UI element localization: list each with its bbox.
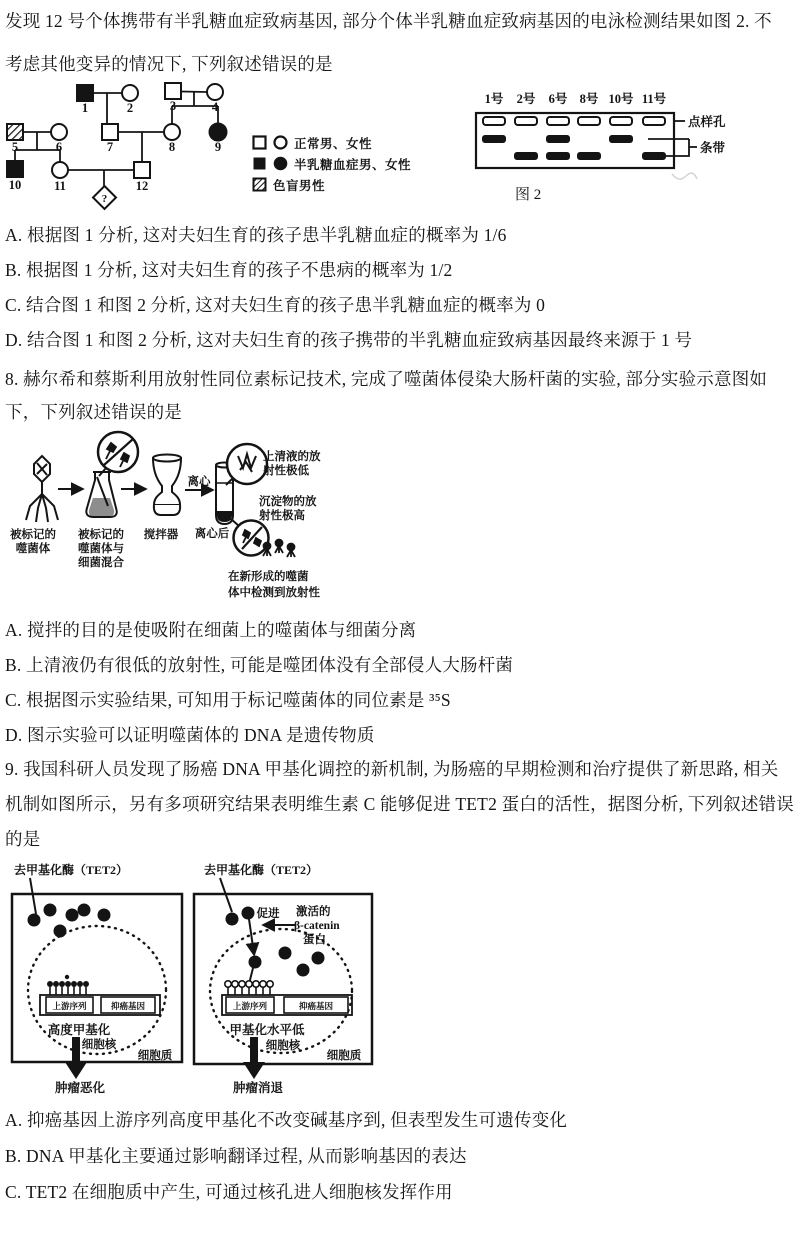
phage-icon (26, 456, 58, 522)
pedigree-legend (252, 132, 442, 195)
nucleus-label: 细胞核 (265, 1040, 301, 1052)
supernatant-label: 射性极低 (263, 465, 309, 477)
fetus-question-mark: ? (101, 193, 108, 205)
individual-2-normal-female (122, 85, 138, 101)
blender-label: 搅拌器 (143, 529, 179, 541)
centrifuge-label: 离心 (187, 476, 211, 488)
intro-line: 考虑其他变异的情况下, 下列叙述错误的是 (5, 54, 333, 74)
open-circle-icon (273, 135, 288, 150)
hatched-square-icon (252, 177, 267, 192)
methylated-lollipops (47, 975, 89, 995)
individual-5-colorblind-male (7, 124, 23, 140)
question-stem: 8. 赫尔希和蔡斯利用放射性同位素标记技术, 完成了噬菌体侵染大肠杆菌的实验, 部分实验示意图如 (5, 369, 768, 389)
figure2-caption: 图 2 (515, 187, 542, 203)
gel-wells (483, 117, 665, 125)
legend-label: 半乳糖血症男、女性 (294, 157, 412, 172)
individual-3-normal-male (165, 83, 181, 99)
svg-text:5: 5 (11, 140, 19, 154)
individual-9-affected-female (210, 124, 227, 141)
sediment-label: 沉淀物的放 (259, 496, 317, 508)
cell-membrane (194, 894, 372, 1064)
option-line: B. 根据图 1 分析, 这对夫妇生育的孩子不患病的概率为 1/2 (5, 260, 453, 280)
gel-lane-labels (485, 91, 667, 106)
legend-row-affected (252, 153, 442, 174)
catenin-label: 蛋白 (303, 934, 326, 946)
gel-bands (482, 135, 666, 160)
band-lower-lane6 (546, 152, 570, 160)
individual-7-normal-male (102, 124, 118, 140)
demethylase-label: 去甲基化酶（TET2） (14, 863, 129, 877)
suppressor-label: 抑癌基因 (298, 1001, 334, 1011)
scan-artifact (672, 173, 697, 179)
option-line: B. DNA 甲基化主要通过影响翻译过程, 从而影响基因的表达 (5, 1146, 467, 1166)
mix-label: 被标记的 (78, 529, 124, 541)
new-phage-label: 体中检测到放射性 (228, 587, 320, 599)
phage-label: 噬菌体 (15, 543, 51, 555)
question-stem: 的是 (5, 829, 41, 849)
cytoplasm-label: 细胞质 (137, 1050, 173, 1062)
question-stem: 9. 我国科研人员发现了肠癌 DNA 甲基化调控的新机制, 为肠癌的早期检测和治疗提供了新思路, 相关 (5, 759, 779, 779)
option-line: C. 根据图示实验结果, 可知用于标记噬菌体的同位素是 ³⁵S (5, 690, 451, 710)
new-phages-icon (263, 540, 295, 558)
band-upper-lane6 (546, 135, 570, 143)
band-lower-lane2 (514, 152, 538, 160)
option-line: C. TET2 在细胞质中产生, 可通过核孔进人细胞核发挥作用 (5, 1182, 453, 1202)
mix-magnifier-icon (98, 432, 138, 476)
demethylase-label: 去甲基化酶（TET2） (204, 863, 319, 877)
option-line: C. 结合图 1 和图 2 分析, 这对夫妇生育的孩子患半乳糖血症的概率为 0 (5, 295, 546, 315)
suppressor-label: 抑癌基因 (110, 1001, 146, 1011)
phage-label: 被标记的 (10, 529, 56, 541)
svg-text:11号: 11号 (641, 92, 667, 106)
individual-12-normal-male (134, 162, 150, 178)
sediment-label: 射性极高 (259, 510, 305, 522)
tet2-dots (28, 904, 111, 938)
upstream-label: 上游序列 (52, 1001, 87, 1011)
catenin-label: 激活的 (296, 906, 331, 918)
question-stem: 下，下列叙述错误的是 (5, 402, 182, 422)
open-square-icon (252, 135, 267, 150)
svg-text:1号: 1号 (484, 92, 504, 106)
after-centrifuge-label: 离心后 (194, 528, 230, 540)
well-label: 点样孔 (688, 115, 726, 129)
catenin-label: β-catenin (294, 920, 340, 932)
individual-10-affected-male (7, 161, 23, 177)
svg-text:2号: 2号 (516, 92, 536, 106)
pedigree-chart (0, 80, 250, 220)
svg-text:3: 3 (169, 99, 177, 113)
option-line: D. 结合图 1 和图 2 分析, 这对夫妇生育的孩子携带的半乳糖血症致病基因最终来源于 1 号 (5, 330, 693, 350)
intro-line: 发现 12 号个体携带有半乳糖血症致病基因, 部分个体半乳糖血症致病基因的电泳检测结果如图 2. 不 (5, 11, 772, 31)
svg-text:2: 2 (126, 101, 134, 115)
flask-icon (86, 472, 116, 517)
individual-8-normal-female (164, 124, 180, 140)
unmethylated-lollipops (225, 981, 273, 995)
mix-label: 细菌混合 (78, 557, 124, 569)
svg-text:1: 1 (81, 101, 89, 115)
methylation-state-label: 甲基化水平低 (229, 1023, 305, 1037)
left-cell (12, 862, 182, 1095)
individual-6-normal-female (51, 124, 67, 140)
svg-text:8: 8 (168, 140, 176, 154)
individual-4-normal-female (207, 84, 223, 100)
sediment-magnifier-icon (231, 519, 269, 556)
svg-text:12: 12 (135, 179, 149, 193)
individual-1-affected-male (77, 85, 93, 101)
svg-text:10号: 10号 (608, 92, 634, 106)
option-line: A. 搅拌的目的是使吸附在细菌上的噬菌体与细菌分离 (5, 620, 417, 640)
nucleus-label: 细胞核 (81, 1039, 117, 1051)
supernatant-label: 上清液的放 (263, 451, 321, 463)
question-stem: 机制如图所示，另有多项研究结果表明维生素 C 能够促进 TET2 蛋白的活性，据图分析, 下列叙述错误 (5, 794, 794, 814)
band-lower-lane8 (577, 152, 601, 160)
cytoplasm-label: 细胞质 (326, 1050, 362, 1062)
individual-11-normal-female (52, 162, 68, 178)
legend-row-normal (252, 132, 442, 153)
svg-text:11: 11 (54, 179, 66, 193)
outcome-label: 肿瘤恶化 (54, 1081, 106, 1095)
option-line: D. 图示实验可以证明噬菌体的 DNA 是遗传物质 (5, 725, 375, 745)
promote-label: 促进 (256, 908, 280, 920)
gel-electrophoresis-figure (460, 86, 800, 211)
svg-text:8号: 8号 (579, 92, 599, 106)
svg-text:7: 7 (106, 140, 114, 154)
new-phage-label: 在新形成的噬菌 (228, 571, 309, 583)
filled-circle-icon (273, 156, 288, 171)
pedigree-numbers (9, 99, 221, 205)
band-upper-lane1 (482, 135, 506, 143)
option-line: B. 上清液仍有很低的放射性, 可能是噬团体没有全部侵人大肠杆菌 (5, 655, 514, 675)
mix-label: 噬菌体与 (78, 543, 124, 555)
legend-label: 色盲男性 (273, 178, 326, 193)
svg-text:4: 4 (211, 100, 219, 114)
svg-text:9: 9 (214, 140, 222, 154)
outcome-arrow (243, 1037, 265, 1079)
option-line: A. 抑癌基因上游序列高度甲基化不改变碱基序到, 但表型发生可遗传变化 (5, 1110, 568, 1130)
methylation-mechanism-diagram (0, 858, 400, 1100)
supernatant-magnifier-icon (226, 444, 267, 485)
svg-text:10: 10 (8, 178, 22, 192)
legend-label: 正常男、女性 (294, 136, 373, 151)
band-label: 条带 (700, 141, 726, 155)
blender-icon (153, 455, 181, 516)
option-line: A. 根据图 1 分析, 这对夫妇生育的孩子患半乳糖血症的概率为 1/6 (5, 225, 507, 245)
legend-row-colorblind (252, 174, 442, 195)
svg-text:6号: 6号 (548, 92, 568, 106)
methylation-state-label: 高度甲基化 (47, 1023, 111, 1037)
outcome-label: 肿瘤消退 (232, 1081, 284, 1095)
band-upper-lane10 (609, 135, 633, 143)
right-cell (194, 862, 372, 1095)
band-lower-lane11 (642, 152, 666, 160)
svg-text:6: 6 (55, 140, 63, 154)
filled-square-icon (252, 156, 267, 171)
upstream-label: 上游序列 (232, 1001, 268, 1011)
phage-experiment-diagram (0, 428, 400, 610)
